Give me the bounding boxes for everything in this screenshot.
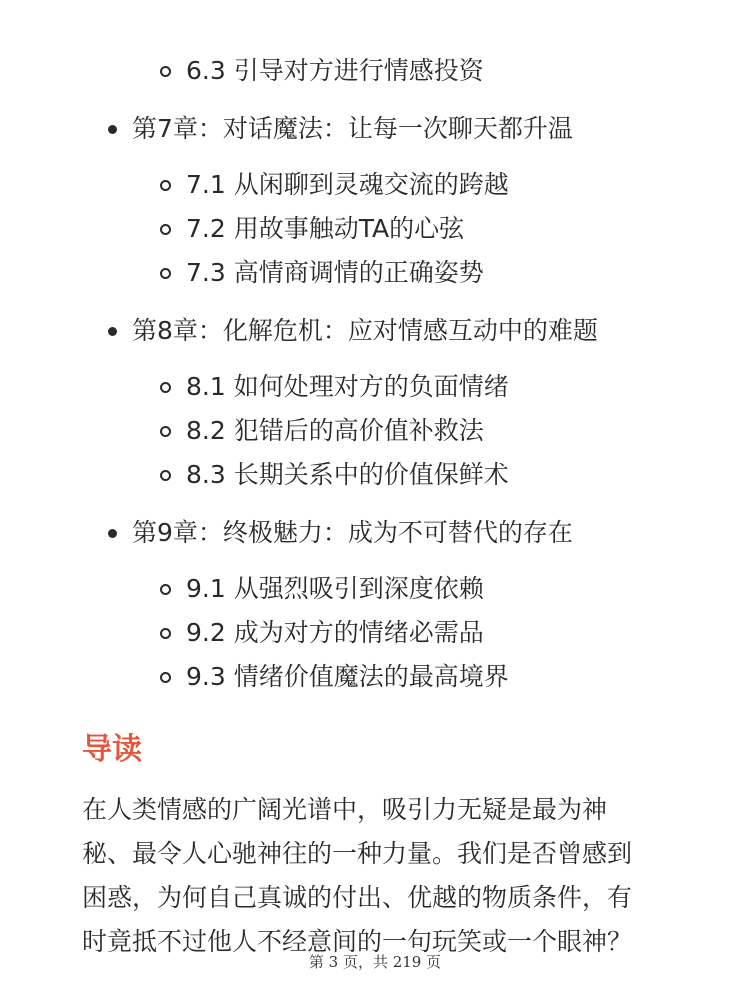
toc-chapter-8 (108, 316, 598, 346)
toc-subsection-6-3 (160, 56, 484, 86)
toc-subsection-9-2 (160, 618, 484, 648)
page-number-footer: 第 3 页，共 219 页 (308, 953, 442, 971)
paragraph-line: 时竟抵不过他人不经意间的一句玩笑或一个眼神？ (82, 927, 633, 956)
toc-item-text: 8.3 长期关系中的价值保鲜术 (186, 460, 509, 489)
toc-item-text: 9.3 情绪价值魔法的最高境界 (186, 662, 509, 691)
hollow-bullet-icon (160, 224, 171, 235)
toc-item-text: 6.3 引导对方进行情感投资 (186, 56, 484, 85)
toc-subsection-8-3 (160, 460, 509, 490)
toc-subsection-7-2 (160, 214, 464, 244)
solid-bullet-icon (108, 125, 117, 134)
hollow-bullet-icon (160, 180, 171, 191)
hollow-bullet-icon (160, 470, 171, 481)
toc-subsection-9-3 (160, 662, 509, 692)
solid-bullet-icon (108, 327, 117, 336)
paragraph-line: 在人类情感的广阔光谱中，吸引力无疑是最为神 (82, 795, 608, 824)
toc-subsection-8-2 (160, 416, 484, 446)
toc-item-text: 9.2 成为对方的情绪必需品 (186, 618, 484, 647)
toc-subsection-7-1 (160, 170, 509, 200)
toc-chapter-7 (108, 114, 573, 144)
toc-subsection-9-1 (160, 574, 484, 604)
solid-bullet-icon (108, 529, 117, 538)
hollow-bullet-icon (160, 584, 171, 595)
hollow-bullet-icon (160, 66, 171, 77)
hollow-bullet-icon (160, 382, 171, 393)
hollow-bullet-icon (160, 426, 171, 437)
toc-item-text: 第9章：终极魅力：成为不可替代的存在 (132, 518, 573, 547)
toc-item-text: 9.1 从强烈吸引到深度依赖 (186, 574, 484, 603)
hollow-bullet-icon (160, 628, 171, 639)
toc-item-text: 7.1 从闲聊到灵魂交流的跨越 (186, 170, 509, 199)
toc-item-text: 第7章：对话魔法：让每一次聊天都升温 (132, 114, 573, 143)
intro-heading: 导读 (82, 732, 142, 767)
toc-item-text: 8.2 犯错后的高价值补救法 (186, 416, 484, 445)
paragraph-line: 困惑，为何自己真诚的付出、优越的物质条件，有 (82, 883, 633, 912)
toc-subsection-7-3 (160, 258, 484, 288)
paragraph-line: 秘、最令人心驰神往的一种力量。我们是否曾感到 (82, 839, 633, 868)
toc-chapter-9 (108, 518, 573, 548)
toc-subsection-8-1 (160, 372, 509, 402)
hollow-bullet-icon (160, 672, 171, 683)
toc-item-text: 7.3 高情商调情的正确姿势 (186, 258, 484, 287)
toc-item-text: 7.2 用故事触动TA的心弦 (186, 214, 465, 243)
toc-item-text: 8.1 如何处理对方的负面情绪 (186, 372, 509, 401)
toc-item-text: 第8章：化解危机：应对情感互动中的难题 (132, 316, 598, 345)
intro-paragraph (82, 788, 682, 964)
hollow-bullet-icon (160, 268, 171, 279)
